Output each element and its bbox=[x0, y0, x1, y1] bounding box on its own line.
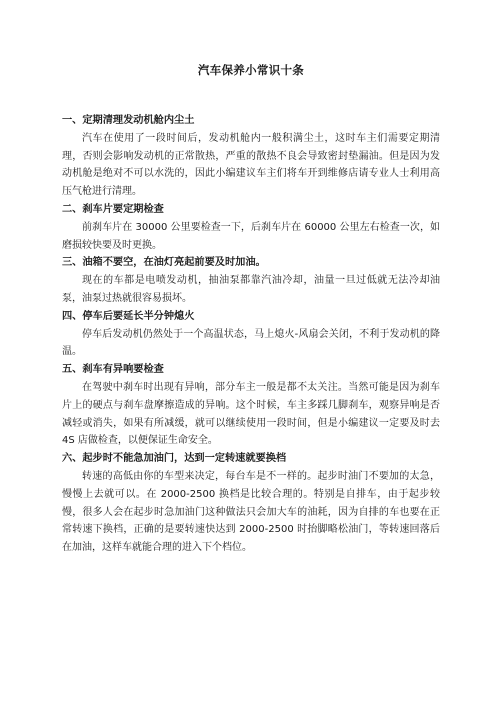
document-title: 汽车保养小常识十条 bbox=[197, 63, 305, 77]
section-heading: 三、油箱不要空，在油灯亮起前要及时加油。 bbox=[62, 257, 266, 269]
section-2 bbox=[62, 201, 440, 254]
section-heading: 六、起步时不能急加油门，达到一定转速就要换档 bbox=[62, 453, 287, 465]
section-paragraph: 前刹车片在 30000 公里要检查一下，后刹车片在 60000 公里左右检查一次，如磨损较快要及时更换。 bbox=[62, 221, 440, 251]
section-paragraph: 停车后发动机仍然处于一个高温状态，马上熄火-风扇会关闭，不利于发动机的降温。 bbox=[62, 328, 440, 358]
document-body bbox=[62, 112, 440, 557]
section-3 bbox=[62, 254, 440, 307]
section-5 bbox=[62, 361, 440, 450]
section-4 bbox=[62, 308, 440, 361]
section-paragraph: 现在的车都是电喷发动机，抽油泵都靠汽油冷却，油量一旦过低就无法冷却油泵，油泵过热就很容易损坏。 bbox=[62, 275, 440, 304]
section-6 bbox=[62, 450, 440, 557]
section-heading: 二、刹车片要定期检查 bbox=[62, 203, 164, 215]
section-paragraph: 在驾驶中刹车时出现有异响，部分车主一般是都不太关注。当然可能是因为刹车片上的硬点与刹车盘摩擦造成的异响。这个时候，车主多踩几脚刹车，观察异响是否减轻或消失，如果有所减缓，就可以继续使用一段时间，但是小编建议一定要及时去 4S 店做检查，以便保证生命安全。 bbox=[62, 381, 440, 447]
section-paragraph: 转速的高低由你的车型来决定，每台车是不一样的。起步时油门不要加的太急，慢慢上去就可以。在 2000-2500 换档是比较合理的。特别是自排车，由于起步较慢，很多人会在起步时急加油门这种做法只会加大车的油耗，因为自排的车也要在正常转速下换档，正确的是要转速快达到 2000-2500 时抬脚略松油门，等转速回落后在加油，这样车就能合理的进入下个档位。 bbox=[62, 470, 440, 554]
section-heading: 四、停车后要延长半分钟熄火 bbox=[62, 310, 195, 322]
section-1 bbox=[62, 112, 440, 201]
section-paragraph: 汽车在使用了一段时间后，发动机舱内一般积满尘土，这时车主们需要定期清理，否则会影响发动机的正常散热，严重的散热不良会导致密封垫漏油。但是因为发动机舱是绝对不可以水洗的，因此小编建议车主们将车开到维修店请专业人士利用高压气枪进行清理。 bbox=[62, 132, 440, 198]
section-heading: 五、刹车有异响要检查 bbox=[62, 364, 164, 376]
section-heading: 一、定期清理发动机舱内尘土 bbox=[62, 115, 195, 126]
